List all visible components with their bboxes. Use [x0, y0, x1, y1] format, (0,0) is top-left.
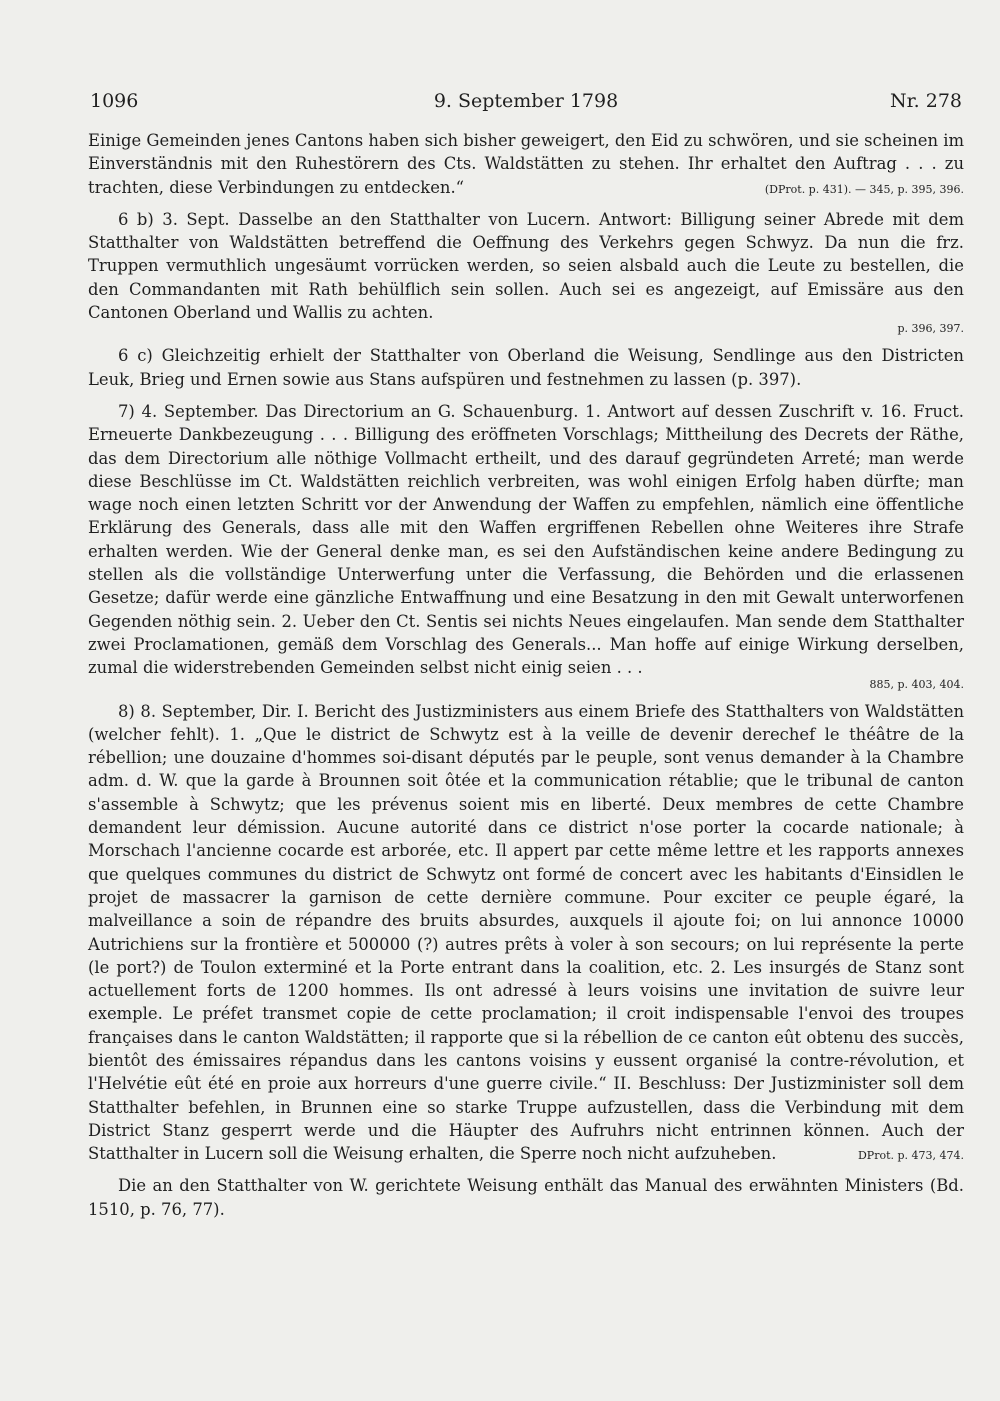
running-header — [90, 90, 962, 120]
paragraph-text: Einige Gemeinden jenes Cantons haben sich bisher geweigert, den Eid zu schwören, und sie scheinen im Einverständnis mit den Ruhestörern des Cts. Waldstätten zu stehen. Ihr erhaltet den Auftrag . . . zu trachten, diese Verbindungen zu entdecken.“ — [88, 131, 964, 197]
citation: DProt. p. 473, 474. — [857, 1149, 964, 1163]
paragraph-3 — [88, 344, 964, 391]
paragraph-2 — [88, 208, 964, 335]
document-number: Nr. 278 — [890, 90, 962, 112]
paragraph-5 — [88, 700, 964, 1166]
paragraph-6 — [88, 1174, 964, 1221]
paragraph-text: 8) 8. September, Dir. I. Bericht des Justizministers aus einem Briefe des Statthalters von Waldstätten (welcher fehlt). 1. „Que le district de Schwytz est à la veille de devenir derechef le théâtre de la rébellion; une douzaine d'hommes soi-disant députés par le peuple, sont venus demander à la Chambre adm. d. W. que la garde à Brounnen soit ôtée et la communication rétablie; que le tribunal de canton s'assemble à Schwytz; que les prévenus soient mis en liberté. Deux membres de cette Chambre demandent leur démission. Aucune autorité dans ce district n'ose porter la cocarde nationale; à Morschach l'ancienne cocarde est arborée, etc. Il appert par cette même lettre et les rapports annexes que quelques communes du district de Schwytz ont formé de concert avec les habitants d'Einsidlen le projet de massacrer la garnison de cette dernière commune. Pour exciter ce peuple égaré, la malveillance a soin de répandre des bruits absurdes, auxquels il ajoute foi; on lui annonce 10000 Autrichiens sur la frontière et 500000 (?) autres prêts à voler à son secours; on lui représente la perte (le port?) de Toulon exterminé et la Porte entrant dans la coalition, etc. 2. Les insurgés de Stanz sont actuellement forts de 1200 hommes. Ils ont adressé à leurs voisins une invitation de suivre leur exemple. Le préfet transmet copie de cette proclamation; il croit indispensable l'envoi des troupes françaises dans le canton Waldstätten; il rapporte que si la rébellion de ce canton eût obtenu des succès, bientôt des émissaires répandus dans les cantons voisins y eussent organisé la contre-révolution, et l'Helvétie eût été en proie aux horreurs d'une guerre civile.“ II. Beschluss: Der Justizminister soll dem Statthalter befehlen, in Brunnen eine so starke Truppe aufzustellen, dass die Verbindung mit dem District Stanz gesperrt werde und die Häupter des Aufruhrs nicht entrinnen können. Auch der Statthalter in Lucern soll die Weisung erhalten, die Sperre noch nicht aufzuheben. — [88, 701, 964, 1164]
paragraph-text: 6 b) 3. Sept. Dasselbe an den Statthalter von Lucern. Antwort: Billigung seiner Abrede mit dem Statthalter von Waldstätten betreffend die Oeffnung des Verkehrs gegen Schwyz. Da nun die frz. Truppen vermuthlich ungesäumt vorrücken werden, so seien alsbald auch die Leute zu bestellen, die den Commandanten mit Rath behülflich sein sollen. Auch sei es angezeigt, auf Emissäre aus den Cantonen Oberland und Wallis zu achten. — [88, 209, 964, 323]
citation: 885, p. 403, 404. — [869, 677, 964, 691]
citation: (DProt. p. 431). — 345, p. 395, 396. — [764, 182, 964, 196]
paragraph-text: 7) 4. September. Das Directorium an G. Schauenburg. 1. Antwort auf dessen Zuschrift v. 16. Fruct. Erneuerte Dankbezeugung . . . Billigung des eröffneten Vorschlags; Mittheilung des Decrets der Räthe, das dem Directorium alle nöthige Vollmacht ertheilt, und des darauf gegründeten Arreté; man werde diese Beschlüsse im Ct. Waldstätten reichlich verbreiten, was wohl einigen Erfolg haben dürfte; man wage noch einen letzten Schritt vor der Anwendung der Waffen zu empfehlen, nämlich eine öffentliche Erklärung des Generals, dass alle mit den Waffen ergriffenen Rebellen ohne Weiteres ihre Strafe erhalten werden. Wie der General denke man, es sei den Aufständischen keine andere Bedingung zu stellen als die vollständige Unterwerfung unter die Verfassung, die Behörden und die erlassenen Gesetze; dafür werde eine gänzliche Entwaffnung und eine Besatzung in den mit Gewalt unterworfenen Gegenden nöthig sein. 2. Ueber den Ct. Sentis sei nichts Neues eingelaufen. Man sende dem Statthalter zwei Proclamationen, gemäß dem Vorschlag des Generals... Man hoffe auf einige Wirkung derselben, zumal die widerstrebenden Gemeinden selbst nicht einig seien . . . — [88, 401, 964, 678]
paragraph-1 — [88, 129, 964, 199]
paragraph-4 — [88, 400, 964, 691]
body-text — [88, 129, 964, 1230]
paragraph-text: Die an den Statthalter von W. gerichtete Weisung enthält das Manual des erwähnten Ministers (Bd. 1510, p. 76, 77). — [88, 1176, 964, 1219]
citation: p. 396, 397. — [897, 322, 964, 336]
paragraph-text: 6 c) Gleichzeitig erhielt der Statthalter von Oberland die Weisung, Sendlinge aus den Districten Leuk, Brieg und Ernen sowie aus Stans aufspüren und festnehmen zu lassen (p. 397). — [88, 346, 964, 389]
header-date: 9. September 1798 — [433, 90, 619, 112]
page-number: 1096 — [90, 90, 139, 112]
